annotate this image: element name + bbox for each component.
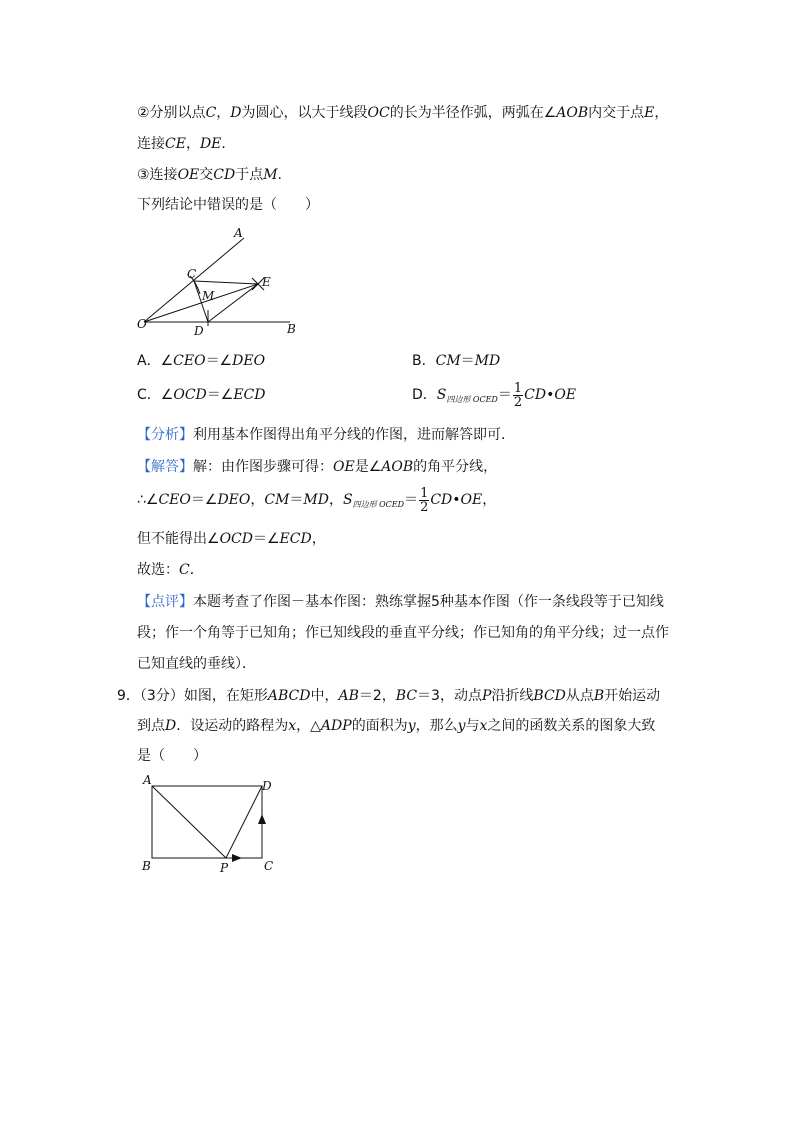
fraction <box>419 487 429 514</box>
segment-de <box>208 284 258 322</box>
var: OCD <box>219 531 253 547</box>
question-text: 下列结论中错误的是（ ） <box>137 197 319 213</box>
solution-line <box>137 457 497 477</box>
text: 本题考查了作图－基本作图：熟练掌握5种基本作图（作一条线段等于已知线 <box>193 594 664 610</box>
text: 交 <box>199 167 214 183</box>
var: DE <box>199 136 222 152</box>
text: ＝2， <box>358 688 396 704</box>
var: AB <box>338 688 359 704</box>
angle-bisector-figure <box>130 222 310 342</box>
var: CE <box>165 136 186 152</box>
denominator: 2 <box>513 394 523 410</box>
label-d: D <box>194 324 204 338</box>
analysis-text: 利用基本作图得出角平分线的作图，进而解答即可． <box>193 427 515 443</box>
step3-line <box>137 165 282 185</box>
var: CM <box>264 492 290 508</box>
var: CD <box>213 167 236 183</box>
var: CD <box>524 387 547 403</box>
text: ，△ <box>296 718 321 734</box>
label-a: A <box>143 773 152 787</box>
text: ＝∠ <box>252 531 280 547</box>
text: （3分）如图，在矩形 <box>139 688 268 704</box>
question-line <box>137 195 319 215</box>
text: ②分别以点 <box>137 105 206 121</box>
comment-line-3 <box>137 654 256 674</box>
comment-line-2 <box>137 623 669 643</box>
var: AOB <box>381 459 414 475</box>
analysis-line <box>137 425 515 445</box>
option-d <box>412 378 576 417</box>
var: CEO <box>158 492 191 508</box>
cannot-line <box>137 529 326 549</box>
text: 是∠ <box>354 459 382 475</box>
numerator: 1 <box>420 485 429 501</box>
text: ＝ <box>404 492 419 508</box>
text: 沿折线 <box>491 688 534 704</box>
segment-ap <box>152 786 226 858</box>
subscript: 四边形 OCED <box>446 395 498 404</box>
var: y <box>457 718 466 734</box>
text: 连接 <box>137 136 165 152</box>
option-b <box>412 351 500 371</box>
subscript: 四边形 OCED <box>352 500 405 509</box>
segment-ce <box>194 281 258 284</box>
var: MD <box>474 353 501 369</box>
var: BC <box>395 688 418 704</box>
text: 与 <box>465 718 480 734</box>
text: 已知直线的垂线）． <box>137 656 256 672</box>
var: C <box>179 562 190 578</box>
therefore-line <box>137 482 496 518</box>
text: 的角平分线， <box>413 459 498 475</box>
text: 是（ ） <box>137 748 207 764</box>
text: ， <box>311 531 326 547</box>
text: 到点 <box>137 718 165 734</box>
q9-line-2 <box>137 716 655 736</box>
denominator: 2 <box>420 499 429 515</box>
var: D <box>165 718 177 734</box>
label-c: C <box>264 859 274 873</box>
var: M <box>263 167 278 183</box>
step2b-line <box>137 134 226 154</box>
var: OE <box>554 387 577 403</box>
var: x <box>479 718 488 734</box>
var: DEO <box>232 353 266 369</box>
option-label: A． <box>137 353 161 369</box>
option-a <box>137 351 265 371</box>
rectangle-figure <box>138 772 288 882</box>
text: 从点 <box>565 688 594 704</box>
comment-tag: 【点评】 <box>137 594 193 610</box>
option-label: C． <box>137 387 161 403</box>
text: 的面积为 <box>351 718 408 734</box>
var: AOB <box>556 105 589 121</box>
label-b: B <box>142 859 151 873</box>
text: . <box>221 136 226 152</box>
text: ＝∠ <box>205 353 233 369</box>
text: ∴∠ <box>137 492 159 508</box>
text: 故选： <box>137 562 179 578</box>
var: DEO <box>217 492 251 508</box>
text: 开始运动 <box>604 688 661 704</box>
label-m: M <box>202 289 215 303</box>
text: ， <box>250 492 265 508</box>
label-b: B <box>287 322 296 336</box>
text: • <box>452 492 461 508</box>
analysis-tag: 【分析】 <box>137 427 193 443</box>
text: ＝ <box>460 353 475 369</box>
var: OE <box>333 459 355 475</box>
option-label: D． <box>412 387 437 403</box>
text: 段；作一个角等于已知角；作已知线段的垂直平分线；作已知角的角平分线；过一点作 <box>137 625 669 641</box>
text: ， <box>328 492 343 508</box>
var: ECD <box>233 387 266 403</box>
solution-tag: 【解答】 <box>137 459 193 475</box>
var: x <box>288 718 297 734</box>
text: ． <box>189 562 204 578</box>
text: ＝ <box>497 387 512 403</box>
q9-line-3 <box>137 746 207 766</box>
var: MD <box>303 492 329 508</box>
text: 中， <box>310 688 339 704</box>
var: ABCD <box>267 688 311 704</box>
step2-line <box>137 103 668 123</box>
text: • <box>546 387 555 403</box>
question-number: 9． <box>117 688 140 704</box>
text: ， <box>216 105 231 121</box>
option-c <box>137 385 265 405</box>
var: OCD <box>173 387 207 403</box>
var: OC <box>367 105 390 121</box>
comment-line-1 <box>137 592 664 612</box>
text: 的长为半径作弧，两弧在∠ <box>389 105 557 121</box>
var: S <box>342 492 353 508</box>
text: 为圆心，以大于线段 <box>241 105 368 121</box>
label-c: C <box>187 267 197 281</box>
text: 之间的函数关系的图象大致 <box>487 718 656 734</box>
var: C <box>205 105 217 121</box>
var: y <box>407 718 416 734</box>
label-d: D <box>262 779 272 793</box>
text: . <box>277 167 282 183</box>
rectangle-abcd <box>152 786 262 858</box>
text: ＝ <box>289 492 304 508</box>
q9-line-1 <box>117 686 660 706</box>
var: CD <box>430 492 453 508</box>
arrow-up-icon <box>258 814 266 824</box>
answer-line <box>137 560 204 580</box>
var: S <box>436 387 447 403</box>
var: CEO <box>173 353 206 369</box>
var: BCD <box>533 688 566 704</box>
fraction <box>513 382 523 409</box>
text: 于点 <box>235 167 264 183</box>
segment-dp <box>226 786 262 858</box>
text: ∠ <box>160 353 174 369</box>
label-o: O <box>137 317 147 331</box>
text: ．设运动的路程为 <box>176 718 289 734</box>
var: B <box>593 688 605 704</box>
var: E <box>644 105 655 121</box>
text: ③连接 <box>137 167 178 183</box>
var: P <box>481 688 492 704</box>
arrow-right-icon <box>232 854 242 862</box>
text: 但不能得出∠ <box>137 531 220 547</box>
label-p: P <box>220 861 229 875</box>
text: ， <box>654 105 669 121</box>
var: ECD <box>279 531 312 547</box>
label-e: E <box>262 275 271 289</box>
text: ＝∠ <box>206 387 234 403</box>
option-label: B． <box>412 353 436 369</box>
var: OE <box>460 492 483 508</box>
var: D <box>230 105 242 121</box>
text: ＝∠ <box>190 492 218 508</box>
text: 内交于点 <box>588 105 645 121</box>
text: ，那么 <box>415 718 458 734</box>
text: ， <box>482 492 497 508</box>
text: ＝3，动点 <box>417 688 482 704</box>
text: 解：由作图步骤可得： <box>193 459 333 475</box>
text: ， <box>185 136 200 152</box>
text: ∠ <box>160 387 174 403</box>
label-a: A <box>234 226 243 240</box>
var: OE <box>177 167 200 183</box>
var: CM <box>435 353 461 369</box>
var: ADP <box>320 718 352 734</box>
numerator: 1 <box>513 380 523 396</box>
